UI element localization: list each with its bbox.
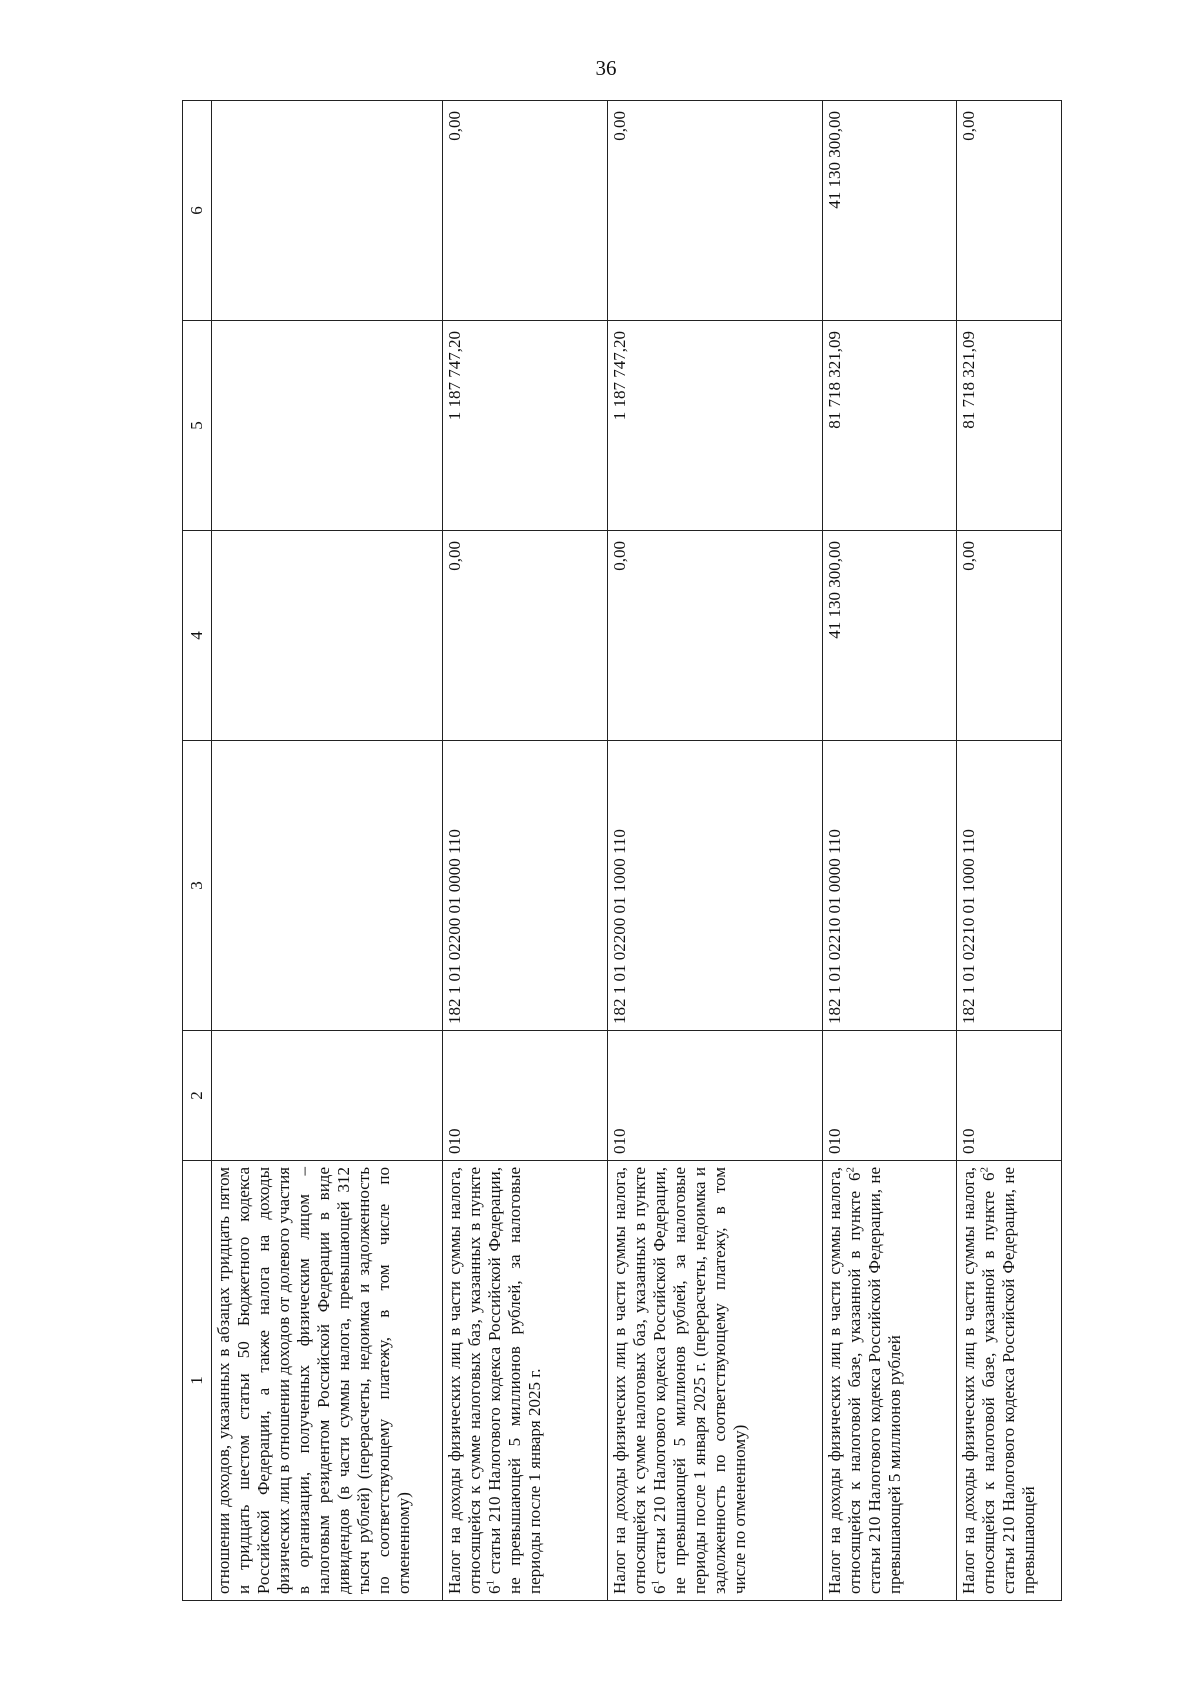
admin-code-cell: 010 bbox=[823, 1031, 957, 1161]
amount-col5-cell: 81 718 321,09 bbox=[823, 321, 957, 531]
budget-code-cell bbox=[212, 741, 443, 1031]
page-number: 36 bbox=[595, 56, 617, 80]
income-name-cell: Налог на доходы физических лиц в части суммы налога, относящейся к сумме налоговых баз, указанных в пункте $6^1$ статьи 210 Налогового кодекса Российской Федерации, не превышающей 5 миллионов рублей, за налоговые периоды после 1 января 2025 г. (перерасчеты, недоимка и задолженность по соответствующему платежу, в том числе по отмененному) bbox=[608, 1161, 823, 1601]
amount-col6-cell: 0,00 bbox=[957, 101, 1062, 321]
amount-col4-cell: 0,00 bbox=[957, 531, 1062, 741]
column-header-2: 2 bbox=[183, 1031, 212, 1161]
budget-code-cell: 182 1 01 02200 01 1000 110 bbox=[608, 741, 823, 1031]
amount-col5-cell: 1 187 747,20 bbox=[608, 321, 823, 531]
budget-code-cell: 182 1 01 02200 01 0000 110 bbox=[442, 741, 607, 1031]
table-row bbox=[212, 101, 443, 1601]
amount-col6-cell bbox=[212, 101, 443, 321]
admin-code-cell: 010 bbox=[957, 1031, 1062, 1161]
amount-col4-cell: 0,00 bbox=[608, 531, 823, 741]
column-number-row bbox=[183, 101, 212, 1601]
column-header-6: 6 bbox=[183, 101, 212, 321]
column-header-1: 1 bbox=[183, 1161, 212, 1601]
amount-col4-cell: 41 130 300,00 bbox=[823, 531, 957, 741]
rotated-table-wrapper bbox=[182, 101, 1062, 1601]
admin-code-cell: 010 bbox=[608, 1031, 823, 1161]
amount-col5-cell bbox=[212, 321, 443, 531]
budget-revenue-table bbox=[182, 100, 1062, 1601]
amount-col6-cell: 0,00 bbox=[442, 101, 607, 321]
amount-col5-cell: 1 187 747,20 bbox=[442, 321, 607, 531]
column-header-5: 5 bbox=[183, 321, 212, 531]
income-name-cell: Налог на доходы физических лиц в части суммы налога, относящейся к налоговой базе, указанной в пункте $6^2$ статьи 210 Налогового кодекса Российской Федерации, не превышающей 5 миллионов рублей bbox=[823, 1161, 957, 1601]
budget-code-cell: 182 1 01 02210 01 1000 110 bbox=[957, 741, 1062, 1031]
budget-code-cell: 182 1 01 02210 01 0000 110 bbox=[823, 741, 957, 1031]
table-row bbox=[608, 101, 823, 1601]
table-row bbox=[823, 101, 957, 1601]
amount-col6-cell: 0,00 bbox=[608, 101, 823, 321]
amount-col4-cell: 0,00 bbox=[442, 531, 607, 741]
amount-col4-cell bbox=[212, 531, 443, 741]
income-name-cell: Налог на доходы физических лиц в части суммы налога, относящейся к налоговой базе, указанной в пункте $6^2$ статьи 210 Налогового кодекса Российской Федерации, не превышающей bbox=[957, 1161, 1062, 1601]
table-row bbox=[957, 101, 1062, 1601]
income-name-cell: Налог на доходы физических лиц в части суммы налога, относящейся к сумме налоговых баз, указанных в пункте $6^1$ статьи 210 Налогового кодекса Российской Федерации, не превышающей 5 миллионов рублей, за налоговые периоды после 1 января 2025 г. bbox=[442, 1161, 607, 1601]
amount-col5-cell: 81 718 321,09 bbox=[957, 321, 1062, 531]
income-name-cell: отношении доходов, указанных в абзацах тридцать пятом и тридцать шестом статьи 50 Бюджетного кодекса Российской Федерации, а также налога на доходы физических лиц в отношении доходов от долевого участия в организации, полученных физическим лицом – налоговым резидентом Российской Федерации в виде дивидендов (в части суммы налога, превышающей 312 тысяч рублей) (перерасчеты, недоимка и задолженность по соответствующему платежу, в том числе по отмененному) bbox=[212, 1161, 443, 1601]
admin-code-cell bbox=[212, 1031, 443, 1161]
column-header-3: 3 bbox=[183, 741, 212, 1031]
column-header-4: 4 bbox=[183, 531, 212, 741]
amount-col6-cell: 41 130 300,00 bbox=[823, 101, 957, 321]
table-row bbox=[442, 101, 607, 1601]
admin-code-cell: 010 bbox=[442, 1031, 607, 1161]
